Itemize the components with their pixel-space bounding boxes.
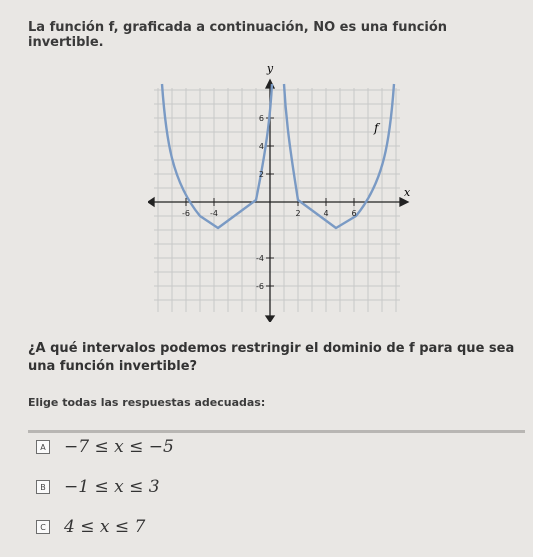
option-c[interactable] — [36, 517, 145, 537]
x-tick-label: 4 — [323, 209, 329, 218]
option-a-text: −7 ≤ x ≤ −5 — [64, 437, 174, 457]
x-tick-label: -4 — [210, 209, 218, 218]
function-graph — [148, 60, 410, 322]
option-a[interactable] — [36, 437, 174, 457]
option-b-text: −1 ≤ x ≤ 3 — [64, 477, 160, 497]
y-tick-label: -6 — [256, 282, 264, 291]
function-label: f — [374, 121, 379, 135]
graph-svg — [148, 60, 410, 322]
option-b-checkbox[interactable]: B — [36, 480, 50, 494]
instruction-text: Elige todas las respuestas adecuadas: — [28, 396, 266, 409]
option-a-checkbox[interactable]: A — [36, 440, 50, 454]
question-text: ¿A qué intervalos podemos restringir el dominio de f para que sea una función invertible? — [28, 341, 515, 374]
x-tick-label: 6 — [351, 209, 357, 218]
option-c-checkbox[interactable]: C — [36, 520, 50, 534]
x-tick-label: 2 — [295, 209, 301, 218]
x-tick-label: -6 — [182, 209, 190, 218]
divider — [28, 430, 525, 433]
y-tick-label: 6 — [258, 114, 264, 123]
x-axis-label: x — [404, 186, 410, 199]
y-tick-label: 2 — [258, 170, 264, 179]
grid-lines — [154, 88, 400, 312]
y-axis-label: y — [266, 62, 274, 75]
curve-f — [162, 84, 394, 228]
y-tick-label: -4 — [256, 254, 264, 263]
option-c-text: 4 ≤ x ≤ 7 — [64, 517, 146, 537]
y-tick-label: 4 — [258, 142, 264, 151]
problem-statement: La función f, graficada a continuación, NO es una función invertible. — [28, 20, 448, 50]
option-b[interactable] — [36, 477, 160, 497]
